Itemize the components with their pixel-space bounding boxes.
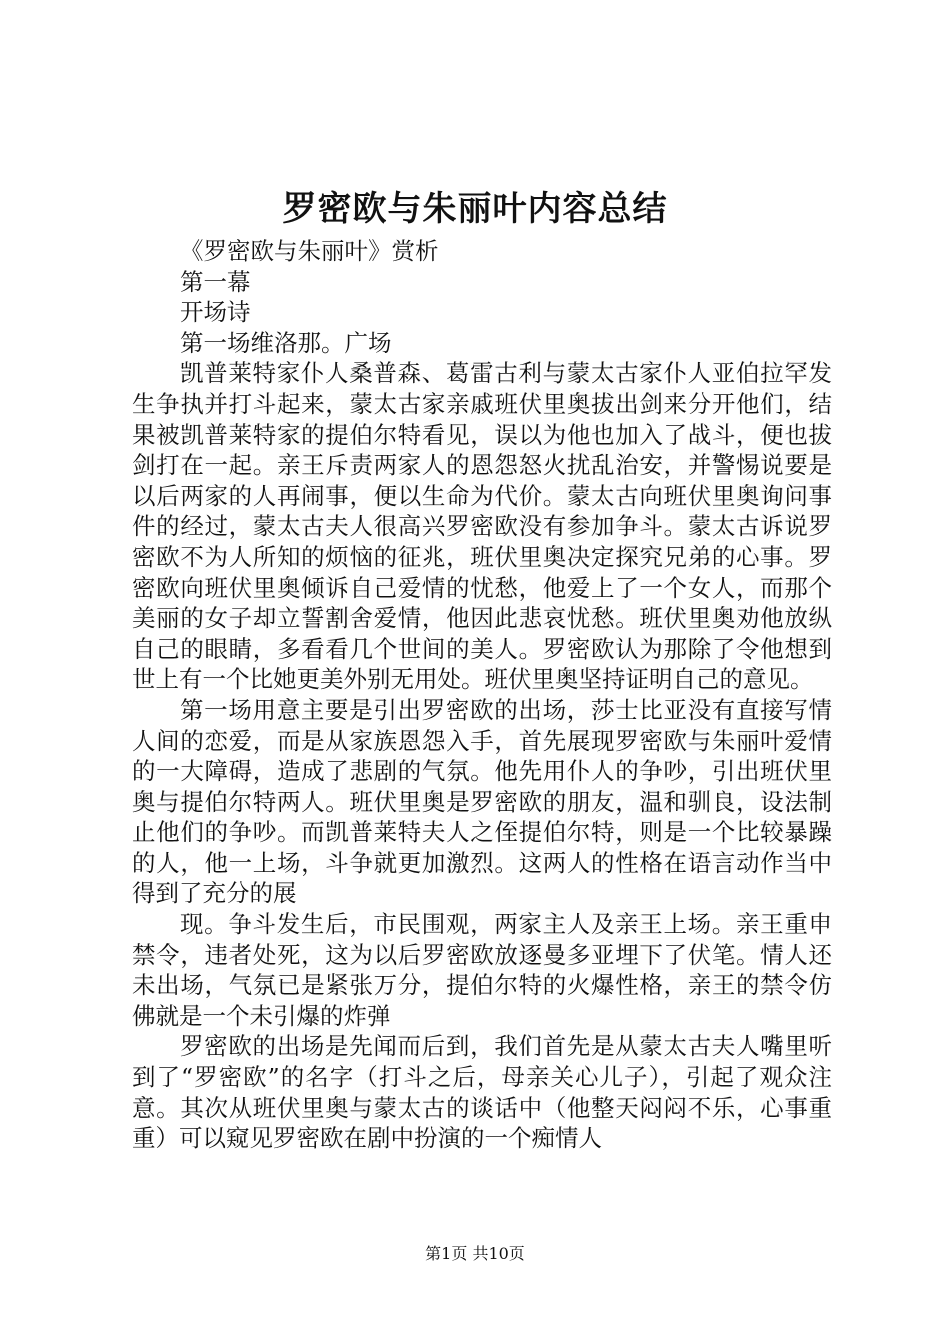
paragraph-continuation: 现。争斗发生后，市民围观，两家主人及亲王上场。亲王重申禁令，违者处死，这为以后罗密欧放逐曼多亚埋下了伏笔。情人还未出场，气氛已是紧张万分，提伯尔特的火爆性格，亲王的禁令仿佛就是一个未引爆的炸弹 (132, 910, 832, 1030)
document-title: 罗密欧与朱丽叶内容总结 (282, 189, 668, 229)
scene-heading: 第一场维洛那。广场 (180, 328, 392, 357)
prologue-heading: 开场诗 (180, 298, 251, 327)
subtitle-line: 《罗密欧与朱丽叶》赏析 (180, 237, 439, 265)
paragraph-analysis: 第一场用意主要是引出罗密欧的出场，莎士比亚没有直接写情人间的恋爱，而是从家族恩怨入手，首先展现罗密欧与朱丽叶爱情的一大障碍，造成了悲剧的气氛。他先用仆人的争吵，引出班伏里奥与提伯尔特两人。班伏里奥是罗密欧的朋友，温和驯良，设法制止他们的争吵。而凯普莱特夫人之侄提伯尔特，则是一个比较暴躁的人，他一上场，斗争就更加激烈。这两人的性格在语言动作当中得到了充分的展 (132, 695, 832, 908)
document-body (132, 236, 832, 1154)
paragraph-summary: 凯普莱特家仆人桑普森、葛雷古利与蒙太古家仆人亚伯拉罕发生争执并打斗起来，蒙太古家亲戚班伏里奥拔出剑来分开他们，结果被凯普莱特家的提伯尔特看见，误以为他也加入了战斗，便也拔剑打在一起。亲王斥责两家人的恩怨怒火扰乱治安，并警惕说要是以后两家的人再闹事，便以生命为代价。蒙太古向班伏里奥询问事件的经过，蒙太古夫人很高兴罗密欧没有参加争斗。蒙太古诉说罗密欧不为人所知的烦恼的征兆，班伏里奥决定探究兄弟的心事。罗密欧向班伏里奥倾诉自己爱情的忧愁，他爱上了一个女人，而那个美丽的女子却立誓割舍爱情，他因此悲哀忧愁。班伏里奥劝他放纵自己的眼睛，多看看几个世间的美人。罗密欧认为那除了令他想到世上有一个比她更美外别无用处。班伏里奥坚持证明自己的意见。 (132, 359, 832, 694)
act-heading: 第一幕 (180, 267, 251, 296)
page-footer: 第1页 共10页 (425, 1244, 525, 1263)
paragraph-romeo-entrance: 罗密欧的出场是先闻而后到，我们首先是从蒙太古夫人嘴里听到了“罗密欧”的名字（打斗之后，母亲关心儿子），引起了观众注意。其次从班伏里奥与蒙太古的谈话中（他整天闷闷不乐，心事重重）可以窥见罗密欧在剧中扮演的一个痴情人 (132, 1032, 832, 1153)
